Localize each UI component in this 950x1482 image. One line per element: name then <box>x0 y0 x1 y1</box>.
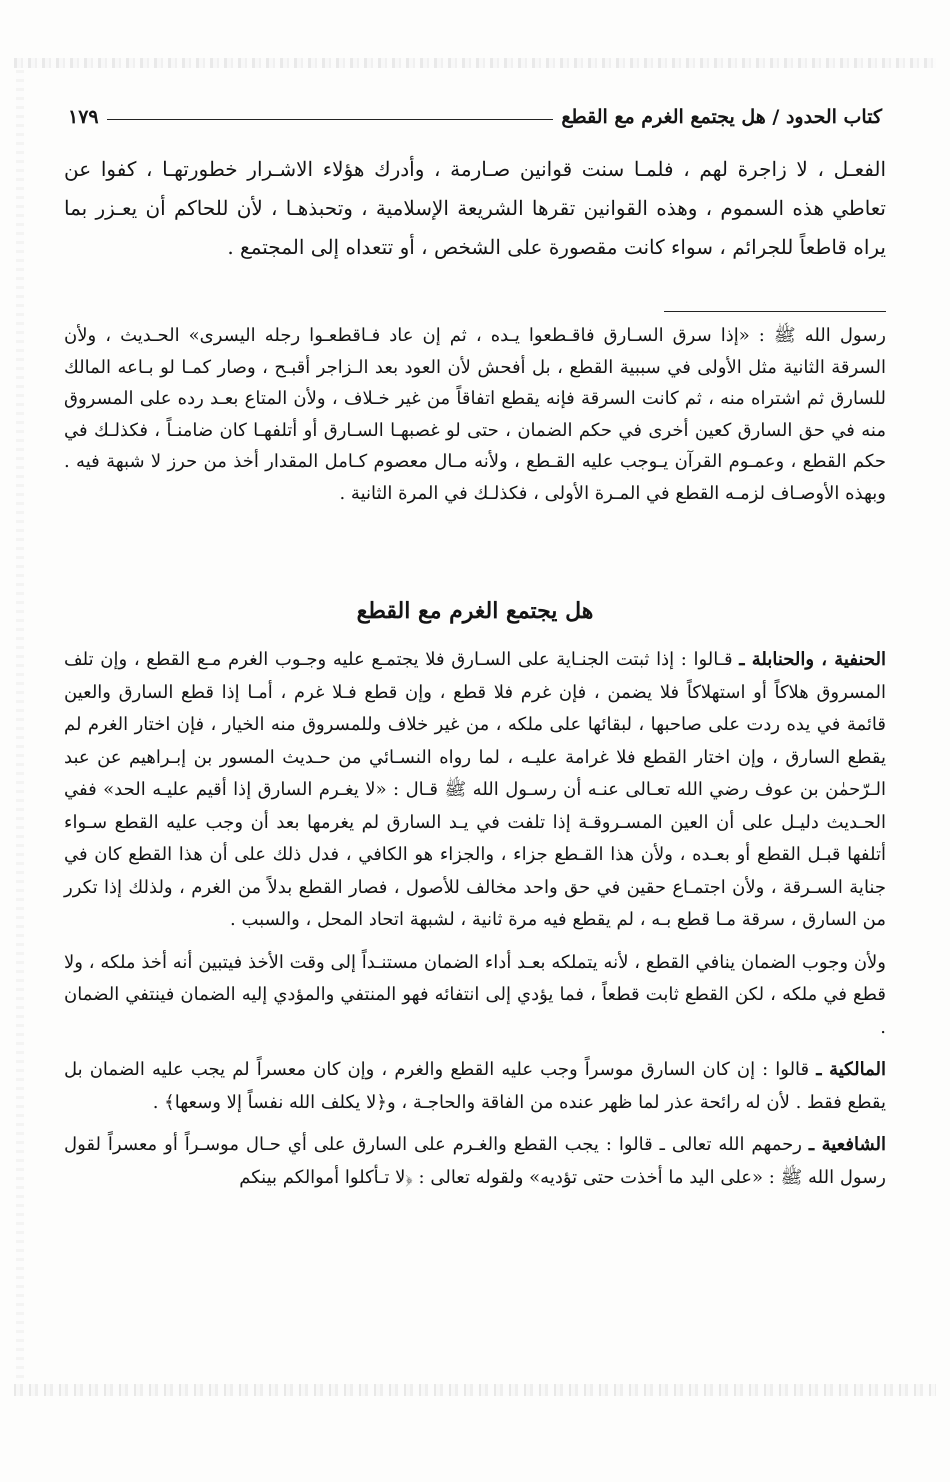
paragraph-continuation <box>64 947 886 1045</box>
paragraph-text: ولأن وجوب الضمان ينافي القطع ، لأنه يتملكه بعـد أداء الضمان مستنـداً إلى وقت الأخذ فيتبين أنه أخذ ملكه ، ولا قطع في ملكه ، لكن القطع ثابت قطعاً ، فما يؤدي إلى انتفائه فهو المنتفي والمؤدي إليه الضمان فينتفي الضمان . <box>64 951 886 1038</box>
scan-edge-top <box>14 58 936 68</box>
header-rule <box>107 119 554 120</box>
footnote-separator <box>664 311 886 312</box>
footnote <box>64 320 886 509</box>
paragraph-text: قالوا : إن كان السارق موسراً وجب عليه القطع والغرم ، وإن كان معسراً لم يجب عليه الضمان بل يقطع فقط . لأن له رائحة عذر لما ظهر عنده من الفاقة والحاجـة ، و﴿لا يكلف الله نفساً إلا وسعها﴾ . <box>64 1059 886 1113</box>
main-paragraph: الفعـل ، لا زاجرة لهم ، فلمـا سنت قوانين صـارمة ، وأدرك هؤلاء الاشـرار خطورتهـا ، كفوا عن تعاطي هذه السموم ، وهذه القوانين تقرها الشريعة الإسلامية ، وتحبذهـا ، لأن للحاكم أن يعـزر بما يراه قاطعاً للجرائم ، سواء كانت مقصورة على الشخص ، أو تتعداه إلى المجتمع . <box>64 157 886 259</box>
scan-edge-left <box>16 70 24 1380</box>
footnote-paragraph: رسول الله ﷺ : «إذا سرق السـارق فاقـطعوا يـده ، ثم إن عاد فـاقطعـوا رجله اليسرى» الحـديث ، ولأن السرقة الثانية مثل الأولى في سببية القطع ، بل أفحش لأن العود بعد الـزاجر أقبـح ، وصار كمـا لو بـاعه المالك للسارق ثم اشتراه منه ، ثم كانت السرقة فإنه يقطع اتفاقاً من غير خـلاف ، ولأن المتاع بعـد رده على المسروق منه في حق السارق كعين أخرى في حكم الضمان ، حتى لو غصبهـا السـارق أو أتلفهـا كان ضامنـاً ، فكذلـك في حكم القطع ، وعمـوم القرآن يـوجب عليه القـطع ، ولأنه مـال معصوم كـامل المقدار أخذ من حرز لا شبهة فيه . وبهذه الأوصـاف لزمـه القطع في المـرة الأولى ، فكذلـك في المرة الثانية . <box>64 325 886 504</box>
section-body <box>64 644 886 1204</box>
paragraph-shafii <box>64 1129 886 1194</box>
paragraph-text: رحمهم الله تعالى ـ قالوا : يجب القطع والغـرم على السارق على أي حـال موسـراً أو معسراً لقول رسول الله ﷺ : «على اليد ما أخذت حتى تؤديه» ولقوله تعالى : ﴿لا تـأكلوا أموالكم بينكم <box>64 1134 886 1188</box>
paragraph-text: قـالوا : إذا ثبتت الجنـاية على السـارق فلا يجتمـع عليه وجـوب الغرم مـع القطع ، وإن تلف المسروق هلاكاً أو استهلاكاً فلا يضمن ، فإن غرم فلا قطع ، وإن قطع فـلا غرم ، أمـا إذا قطع السارق والعين قائمة في يده ردت على صاحبها ، لبقائها على ملكه ، من غير خلاف وللمسروق منه الخيار ، فإن اختار الغرم لم يقطع السارق ، وإن اختار القطع فلا غرامة عليـه ، لما رواه النسـائي من حـديث المسور بن إبـراهيم عن عبد الـرّحمٰن بن عوف رضي الله تعـالى عنـه أن رسـول الله ﷺ قـال : «لا يغـرم السارق إذا أقيم عليـه الحد» ففي الحـديث دليـل على أن العين المسـروقـة إذا تلفت في يـد السارق لم يغرمها بعد أن وجب عليه القطع سـواء أتلفها قبـل القطع أو بعـده ، ولأن هذا القـطع جزاء ، والجزاء هو الكافي ، فدل ذلك على أن هذا القطع كان في جناية السـرقة ، ولأن اجتمـاع حقين في حق واحد مخالف للأصول ، فصار القطع بدلاً من الغرم ، ولذلك إذا تكرر من السارق ، سرقة مـا قطع بـه ، لم يقطع فيه مرة ثانية ، لشبهة اتحاد المحل ، والسبب . <box>64 649 886 930</box>
section-heading: هل يجتمع الغرم مع القطع <box>356 598 594 624</box>
main-text-top <box>64 150 886 267</box>
school-name-hanafi-hanbali: الحنفية ، والحنابلة ـ <box>739 649 886 670</box>
school-name-maliki: المالكية ـ <box>816 1059 886 1080</box>
paragraph-hanafi-hanbali <box>64 644 886 937</box>
paragraph-maliki <box>64 1054 886 1119</box>
running-title: كتاب الحدود / هل يجتمع الغرم مع القطع <box>561 106 882 128</box>
running-header <box>68 92 882 128</box>
scan-edge-bottom <box>14 1384 936 1396</box>
page-number: ١٧٩ <box>68 106 99 128</box>
school-name-shafii: الشافعية ـ <box>808 1134 886 1155</box>
